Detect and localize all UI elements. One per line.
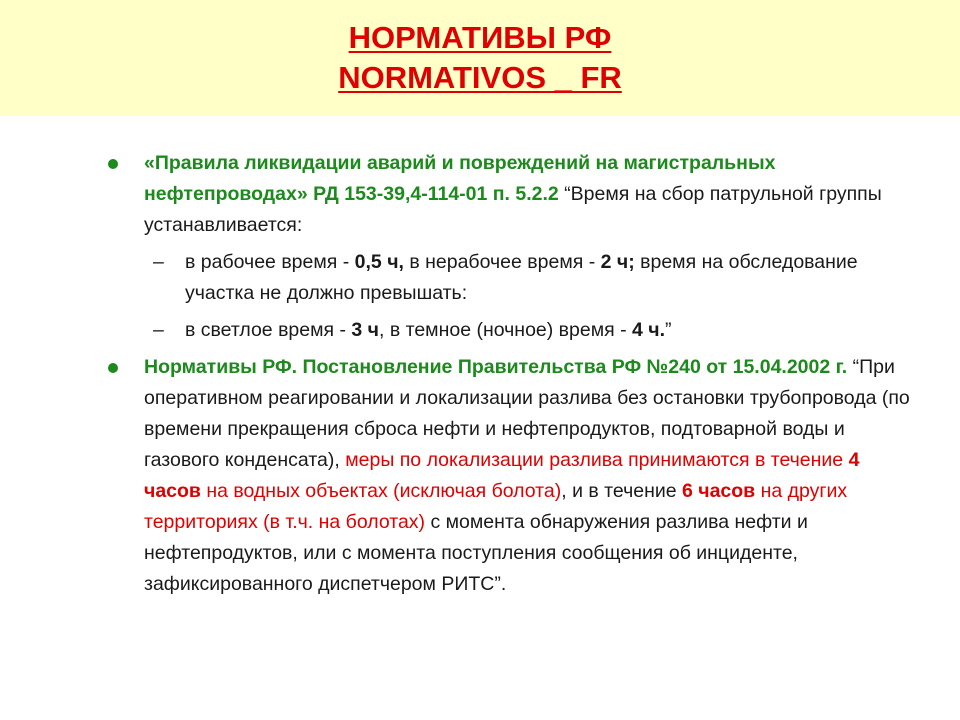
value-bold: 3 ч bbox=[351, 319, 380, 341]
title-banner bbox=[0, 0, 960, 116]
bullet-heading: «Правила ликвидации аварий и повреждений на магистральных нефтепроводах» РД 153-39,4-114-01 п. 5.2.2 bbox=[144, 152, 776, 205]
bullet-heading: Нормативы РФ. Постановление Правительства РФ №240 от 15.04.2002 г. bbox=[144, 356, 848, 378]
bullet-text: с момента обнаружения разлива нефти и нефтепродуктов, или с момента поступления сообщения об инциденте, зафиксированного диспетчером РИТС”. bbox=[144, 511, 808, 595]
bullet-dot-icon bbox=[108, 363, 118, 373]
value-bold: 2 ч; bbox=[600, 251, 635, 273]
highlight-red-bold: 4 часов bbox=[144, 449, 860, 502]
sub-item-daylight bbox=[108, 315, 918, 346]
slide-content bbox=[108, 148, 918, 606]
sub-text: ” bbox=[665, 319, 672, 341]
sub-text: время на обследование участка не должно превышать: bbox=[185, 251, 858, 304]
sub-item-work-time bbox=[108, 247, 918, 309]
value-bold: 0,5 ч, bbox=[354, 251, 404, 273]
bullet-text: “Время на сбор патрульной группы устанавливается: bbox=[144, 183, 882, 236]
highlight-red: на других территориях (в т.ч. на болотах) bbox=[144, 480, 848, 533]
bullet-item-decree bbox=[108, 352, 918, 600]
sub-text: в светлое время - bbox=[185, 319, 352, 341]
dash-icon: – bbox=[153, 251, 164, 273]
bullet-text: “При оперативном реагировании и локализации разлива без остановки трубопровода (по времени прекращения сброса нефти и нефтепродуктов, подтоварной воды и газового конденсата), bbox=[144, 356, 910, 471]
sub-text: в рабочее время - bbox=[185, 251, 355, 273]
bullet-text: , и в течение bbox=[561, 480, 682, 502]
page-title-line-2: NORMATIVOS _ FR bbox=[338, 60, 622, 95]
bullet-item-rules bbox=[108, 148, 918, 241]
highlight-red: меры по локализации разлива принимаются в течение bbox=[345, 449, 849, 471]
sub-text: , в темное (ночное) время - bbox=[379, 319, 633, 341]
bullet-dot-icon bbox=[108, 159, 118, 169]
highlight-red: на водных объектах (исключая болота) bbox=[200, 480, 562, 502]
highlight-red-bold: 6 часов bbox=[682, 480, 756, 502]
dash-icon: – bbox=[153, 319, 164, 341]
value-bold: 4 ч. bbox=[632, 319, 666, 341]
page-title-line-1: НОРМАТИВЫ РФ bbox=[348, 20, 612, 55]
sub-text: в нерабочее время - bbox=[403, 251, 601, 273]
